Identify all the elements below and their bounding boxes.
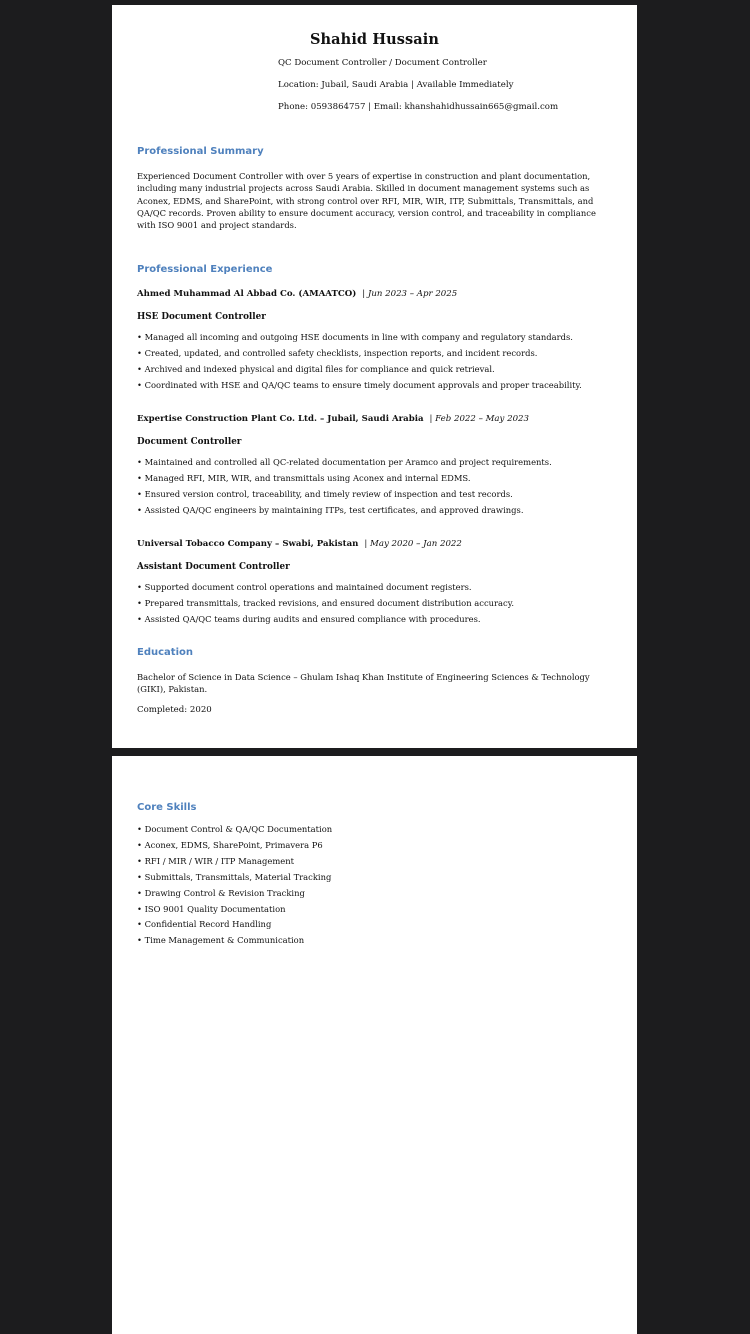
list-item: • ISO 9001 Quality Documentation <box>137 902 617 918</box>
resume-page-1 <box>112 5 637 748</box>
job-company <box>137 289 457 299</box>
job-bullets <box>137 454 617 518</box>
job-title-line: QC Document Controller / Document Controller <box>278 58 487 68</box>
list-item: • Submittals, Transmittals, Material Tracking <box>137 870 617 886</box>
education-heading: Education <box>137 647 193 658</box>
contact-line: Phone: 0593864757 | Email: khanshahidhussain665@gmail.com <box>278 102 559 112</box>
experience-heading: Professional Experience <box>137 264 273 275</box>
job-role: Document Controller <box>137 437 242 447</box>
list-item: • Confidential Record Handling <box>137 917 617 933</box>
company-name: Expertise Construction Plant Co. Ltd. – Jubail, Saudi Arabia <box>137 414 424 424</box>
job-dates: | Jun 2023 – Apr 2025 <box>362 289 458 299</box>
job-role: HSE Document Controller <box>137 312 266 322</box>
list-item: • Managed RFI, MIR, WIR, and transmittals using Aconex and internal EDMS. <box>137 470 617 486</box>
list-item: • Drawing Control & Revision Tracking <box>137 886 617 902</box>
job-company <box>137 414 529 424</box>
candidate-name: Shahid Hussain <box>309 31 440 48</box>
list-item: • Prepared transmittals, tracked revisions, and ensured document distribution accuracy. <box>137 595 617 611</box>
list-item: • Time Management & Communication <box>137 933 617 949</box>
summary-text: Experienced Document Controller with over 5 years of expertise in construction and plant documentation, including many industrial projects across Saudi Arabia. Skilled in document management systems such as Aconex, EDMS, and SharePoint, with strong control over RFI, MIR, WIR, ITP, Submittals, Transmittals, and QA/QC records. Proven ability to ensure document accuracy, version control, and traceability in compliance with ISO 9001 and project standards. <box>137 171 596 231</box>
job-bullets <box>137 329 617 393</box>
list-item: • Assisted QA/QC engineers by maintaining ITPs, test certificates, and approved drawings. <box>137 502 617 518</box>
list-item: • Created, updated, and controlled safety checklists, inspection reports, and incident records. <box>137 345 617 361</box>
list-item: • Coordinated with HSE and QA/QC teams to ensure timely document approvals and proper traceability. <box>137 377 617 393</box>
skills-heading: Core Skills <box>137 802 197 813</box>
skills-list <box>137 822 617 949</box>
list-item: • Supported document control operations and maintained document registers. <box>137 579 617 595</box>
resume-page-2 <box>112 756 637 1334</box>
list-item: • Document Control & QA/QC Documentation <box>137 822 617 838</box>
location-line: Location: Jubail, Saudi Arabia | Available Immediately <box>278 80 514 90</box>
job-dates: | Feb 2022 – May 2023 <box>429 414 529 424</box>
list-item: • Assisted QA/QC teams during audits and ensured compliance with procedures. <box>137 611 617 627</box>
list-item: • RFI / MIR / WIR / ITP Management <box>137 854 617 870</box>
job-dates: | May 2020 – Jan 2022 <box>364 539 462 549</box>
job-company <box>137 539 462 549</box>
list-item: • Archived and indexed physical and digital files for compliance and quick retrieval. <box>137 361 617 377</box>
job-bullets <box>137 579 617 627</box>
list-item: • Maintained and controlled all QC-related documentation per Aramco and project requirements. <box>137 454 617 470</box>
education-degree: Bachelor of Science in Data Science – Ghulam Ishaq Khan Institute of Engineering Sciences & Technology (GIKI), Pakistan. <box>137 672 590 695</box>
education-completed: Completed: 2020 <box>137 705 212 715</box>
company-name: Ahmed Muhammad Al Abbad Co. (AMAATCO) <box>137 289 357 299</box>
list-item: • Aconex, EDMS, SharePoint, Primavera P6 <box>137 838 617 854</box>
summary-heading: Professional Summary <box>137 146 264 157</box>
list-item: • Managed all incoming and outgoing HSE documents in line with company and regulatory standards. <box>137 329 617 345</box>
list-item: • Ensured version control, traceability, and timely review of inspection and test records. <box>137 486 617 502</box>
job-role: Assistant Document Controller <box>137 562 290 572</box>
company-name: Universal Tobacco Company – Swabi, Pakistan <box>137 539 359 549</box>
